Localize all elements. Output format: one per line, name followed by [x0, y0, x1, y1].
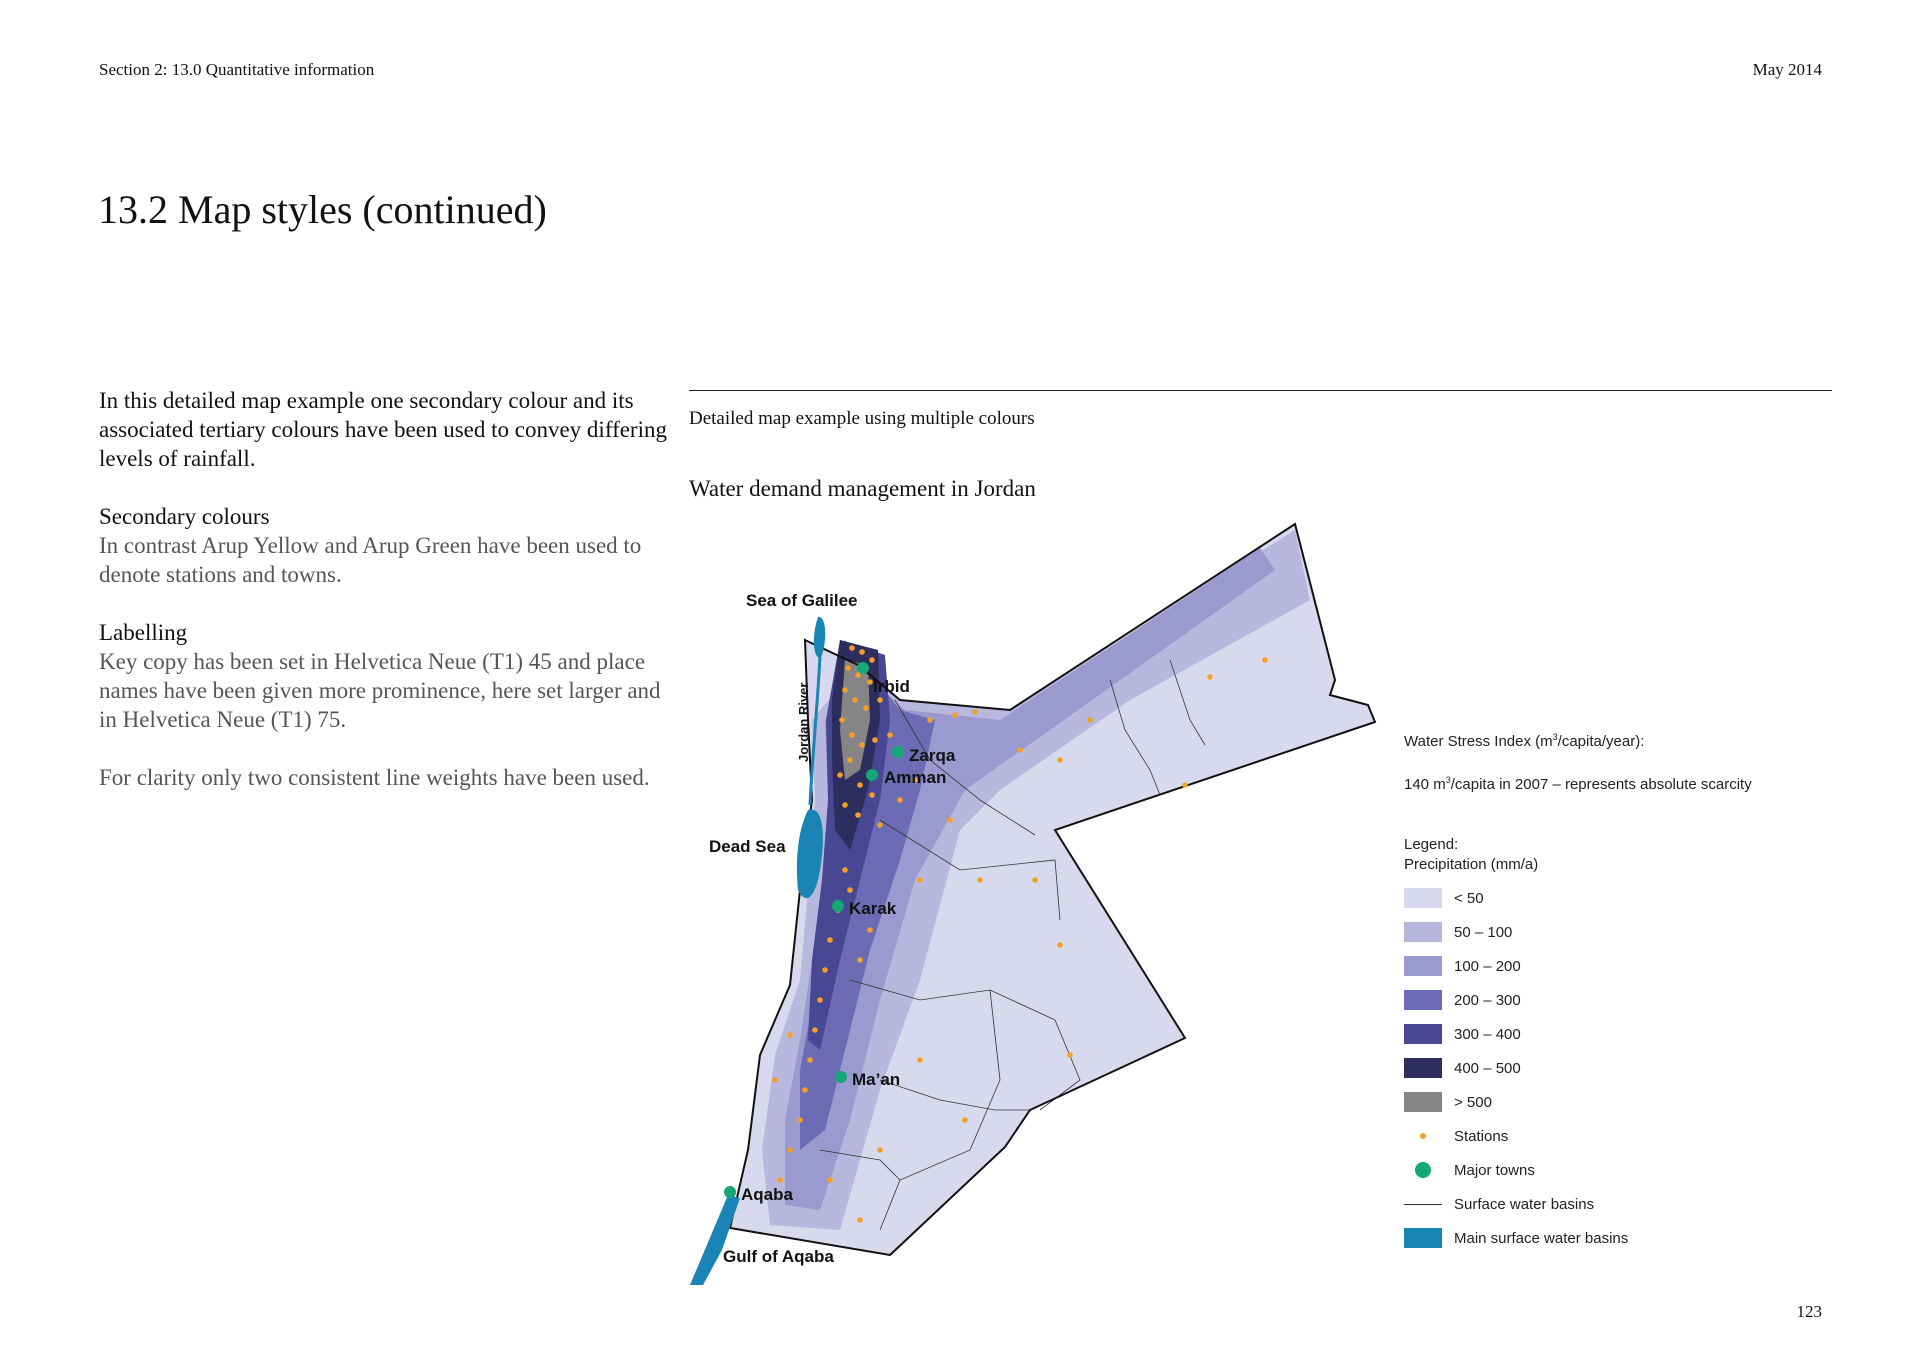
legend-label-stations: Stations [1454, 1127, 1509, 1145]
legend-label-main-surface-water-basins: Main surface water basins [1454, 1229, 1629, 1247]
precip-label: 50 – 100 [1454, 923, 1513, 941]
precip-label: 400 – 500 [1454, 1059, 1521, 1077]
legend-item-precip [1404, 1085, 1752, 1119]
label-irbid: Irbid [873, 677, 910, 696]
label-karak: Karak [849, 899, 897, 918]
precip-swatch [1404, 888, 1442, 908]
town-amman-marker [866, 769, 878, 781]
legend-item-precip [1404, 1017, 1752, 1051]
precip-swatch [1404, 1058, 1442, 1078]
page-title: 13.2 Map styles (continued) [98, 187, 547, 232]
legend-item-precip [1404, 983, 1752, 1017]
precipitation-heading: Precipitation (mm/a) [1404, 856, 1539, 873]
legend-item-stations [1404, 1119, 1752, 1153]
precip-swatch [1404, 990, 1442, 1010]
main-basin-swatch [1404, 1228, 1442, 1248]
label-gulf-of-aqaba: Gulf of Aqaba [723, 1247, 834, 1266]
town-irbid-marker [857, 662, 869, 674]
map-title: Water demand management in Jordan [689, 476, 1036, 501]
clarity-paragraph: For clarity only two consistent line weights have been used. [99, 765, 650, 790]
gulf-of-aqaba [690, 1195, 740, 1285]
labelling-heading: Labelling [99, 620, 188, 645]
label-maan: Ma’an [852, 1070, 901, 1089]
legend-item-major-towns [1404, 1153, 1752, 1187]
page-number: 123 [1796, 1302, 1822, 1321]
figure-caption: Detailed map example using multiple colours [689, 408, 1035, 429]
labelling-text: Key copy has been set in Helvetica Neue (T1) 45 and place names have been given more prominence, here set larger and in Helvetica Neue (T1) 75. [99, 649, 661, 732]
section-header: Section 2: 13.0 Quantitative information [99, 60, 375, 79]
town-zarqa-marker [892, 746, 904, 758]
legend-item-main-surface-water-basins [1404, 1221, 1752, 1255]
legend-label-major-towns: Major towns [1454, 1161, 1535, 1179]
legend-item-precip [1404, 1051, 1752, 1085]
precip-label: 300 – 400 [1454, 1025, 1521, 1043]
basin-line-icon [1404, 1194, 1442, 1214]
precip-label: 200 – 300 [1454, 991, 1521, 1009]
secondary-colours-heading: Secondary colours [99, 504, 270, 529]
label-zarqa: Zarqa [909, 746, 956, 765]
label-aqaba: Aqaba [741, 1185, 793, 1204]
label-dead-sea: Dead Sea [709, 837, 786, 856]
legend-label-surface-water-basins: Surface water basins [1454, 1195, 1595, 1213]
town-dot-icon [1415, 1162, 1431, 1178]
town-aqaba-marker [724, 1186, 736, 1198]
precip-swatch [1404, 922, 1442, 942]
precip-swatch [1404, 1092, 1442, 1112]
precip-label: > 500 [1454, 1093, 1492, 1111]
town-karak-marker [832, 900, 844, 912]
precip-label: < 50 [1454, 889, 1484, 907]
legend-item-precip [1404, 915, 1752, 949]
water-stress-title: Water Stress Index $(m^3/capita/year)$: [1404, 732, 1645, 750]
precip-swatch [1404, 956, 1442, 976]
header-date: May 2014 [1752, 60, 1822, 79]
station-dot-icon [1420, 1133, 1426, 1139]
town-maan-marker [835, 1071, 847, 1083]
figure-divider [689, 390, 1832, 391]
secondary-colours-text: In contrast Arup Yellow and Arup Green have been used to denote stations and towns. [99, 533, 642, 587]
legend-item-precip [1404, 881, 1752, 915]
body-text-column [99, 386, 669, 821]
label-sea-of-galilee: Sea of Galilee [746, 591, 858, 610]
precip-swatch [1404, 1024, 1442, 1044]
label-jordan-river: Jordan River [796, 682, 811, 762]
legend-heading: Legend: [1404, 836, 1459, 853]
map-legend [1404, 727, 1752, 1255]
intro-paragraph: In this detailed map example one secondary colour and its associated tertiary colours have been used to convey differing levels of rainfall. [99, 388, 667, 471]
label-amman: Amman [884, 768, 947, 787]
legend-item-precip [1404, 949, 1752, 983]
precip-label: 100 – 200 [1454, 957, 1521, 975]
legend-item-surface-water-basins [1404, 1187, 1752, 1221]
water-stress-value: 140 $m^3$/capita in 2007 – represents absolute scarcity [1404, 775, 1752, 793]
jordan-precipitation-map [680, 515, 1400, 1285]
